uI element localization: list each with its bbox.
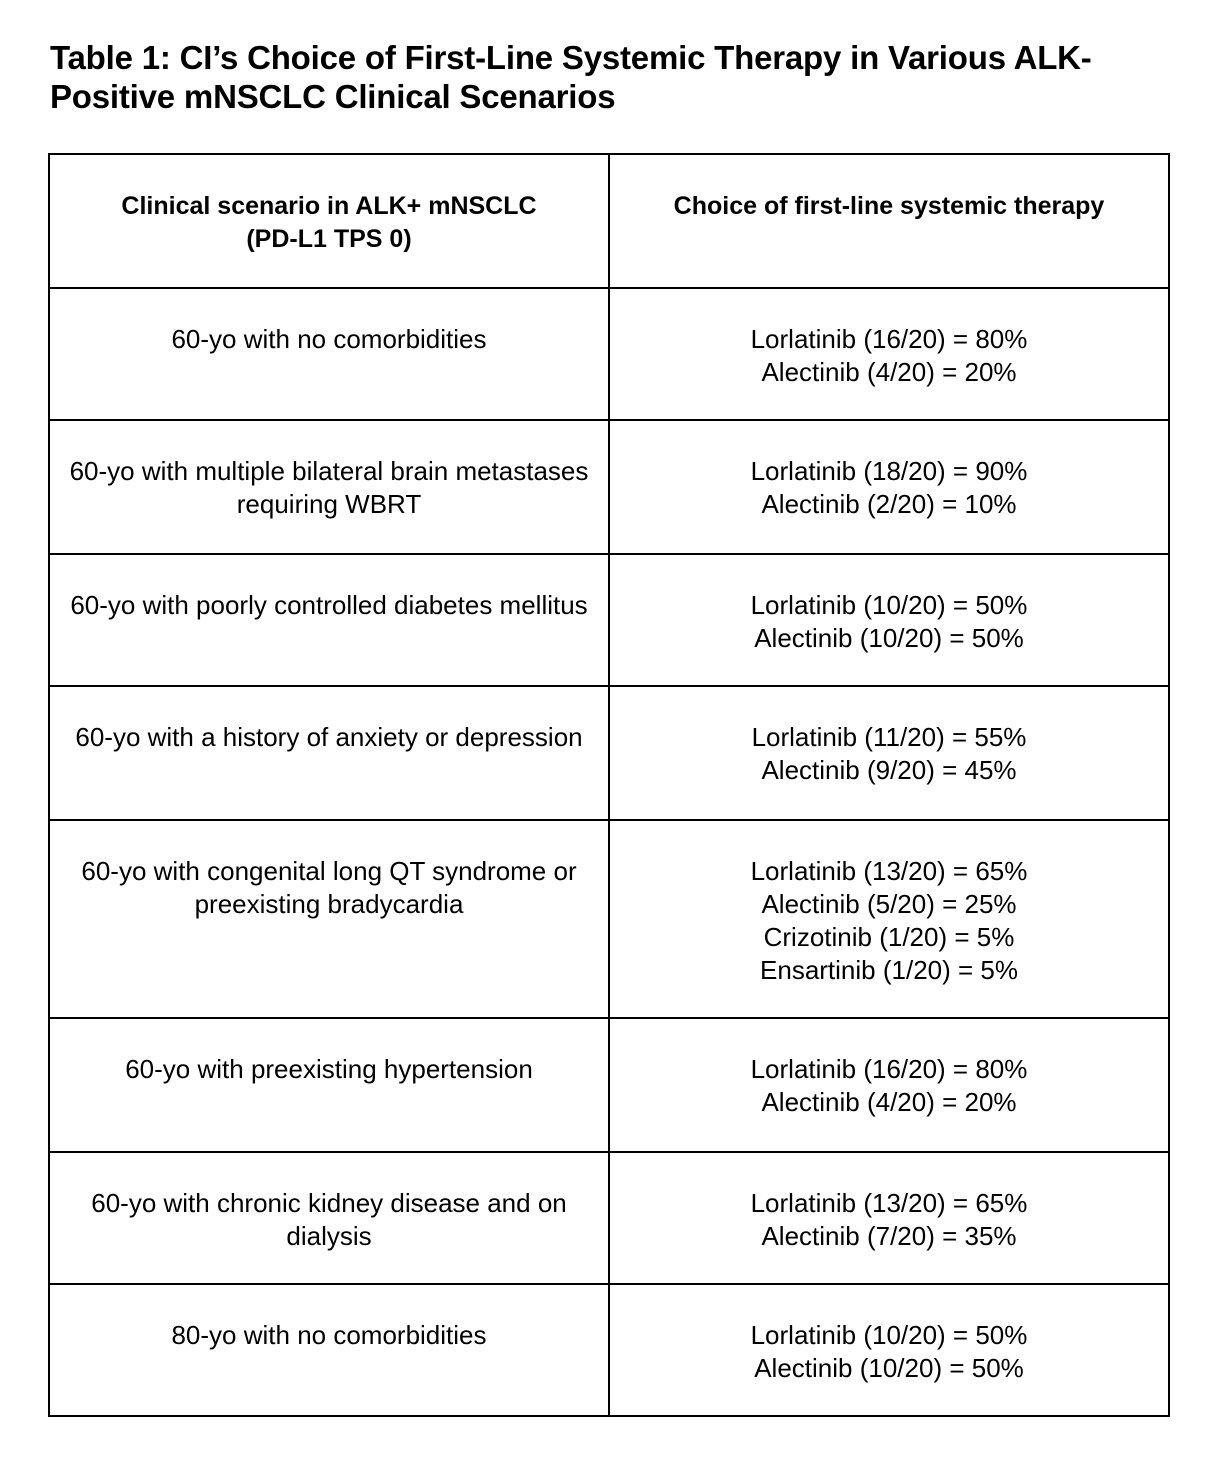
table-header-row (49, 154, 1169, 288)
scenario-cell: 60-yo with multiple bilateral brain metastases requiring WBRT (49, 420, 609, 554)
scenario-cell: 60-yo with no comorbidities (49, 288, 609, 420)
table-row (49, 820, 1169, 1018)
header-scenario-line1: Clinical scenario in ALK+ mNSCLC (121, 192, 537, 220)
choice-line: Lorlatinib (16/20) = 80% (750, 1054, 1028, 1084)
choice-cell (609, 1018, 1169, 1152)
choice-cell (609, 1152, 1169, 1284)
choice-cell (609, 820, 1169, 1018)
choice-cell (609, 1284, 1169, 1416)
choice-line: Alectinib (4/20) = 20% (761, 1087, 1017, 1117)
table-title: Table 1: CI’s Choice of First-Line Systemic Therapy in Various ALK-Positive mNSCLC Clinical Scenarios (50, 39, 1092, 115)
table-row (49, 1284, 1169, 1416)
choice-line: Alectinib (4/20) = 20% (761, 357, 1017, 387)
therapy-choice-table (48, 153, 1170, 1417)
scenario-cell: 60-yo with a history of anxiety or depression (49, 686, 609, 820)
choice-line: Ensartinib (1/20) = 5% (760, 955, 1018, 985)
scenario-cell: 60-yo with congenital long QT syndrome or preexisting bradycardia (49, 820, 609, 1018)
choice-line: Lorlatinib (10/20) = 50% (750, 1320, 1028, 1350)
choice-cell (609, 554, 1169, 686)
choice-line: Alectinib (5/20) = 25% (761, 889, 1017, 919)
header-clinical-scenario (49, 154, 609, 288)
scenario-cell: 60-yo with chronic kidney disease and on dialysis (49, 1152, 609, 1284)
choice-cell (609, 420, 1169, 554)
choice-line: Lorlatinib (11/20) = 55% (751, 722, 1027, 752)
choice-line: Lorlatinib (10/20) = 50% (750, 590, 1028, 620)
choice-line: Crizotinib (1/20) = 5% (763, 922, 1015, 952)
scenario-cell: 80-yo with no comorbidities (49, 1284, 609, 1416)
table-row (49, 686, 1169, 820)
scenario-cell: 60-yo with preexisting hypertension (49, 1018, 609, 1152)
table-row (49, 1018, 1169, 1152)
table-row (49, 1152, 1169, 1284)
choice-line: Lorlatinib (18/20) = 90% (750, 456, 1028, 486)
choice-line: Lorlatinib (13/20) = 65% (750, 1188, 1028, 1218)
choice-line: Alectinib (10/20) = 50% (754, 623, 1024, 653)
choice-cell (609, 686, 1169, 820)
choice-line: Lorlatinib (13/20) = 65% (750, 856, 1028, 886)
table-row (49, 288, 1169, 420)
header-scenario-line2: (PD-L1 TPS 0) (246, 225, 412, 253)
choice-cell (609, 288, 1169, 420)
choice-line: Alectinib (9/20) = 45% (761, 755, 1017, 785)
table-row (49, 420, 1169, 554)
choice-line: Lorlatinib (16/20) = 80% (750, 324, 1028, 354)
header-therapy-choice: Choice of first-line systemic therapy (609, 154, 1169, 288)
scenario-cell: 60-yo with poorly controlled diabetes mellitus (49, 554, 609, 686)
choice-line: Alectinib (7/20) = 35% (761, 1221, 1017, 1251)
choice-line: Alectinib (10/20) = 50% (754, 1353, 1024, 1383)
choice-line: Alectinib (2/20) = 10% (761, 489, 1017, 519)
table-row (49, 554, 1169, 686)
